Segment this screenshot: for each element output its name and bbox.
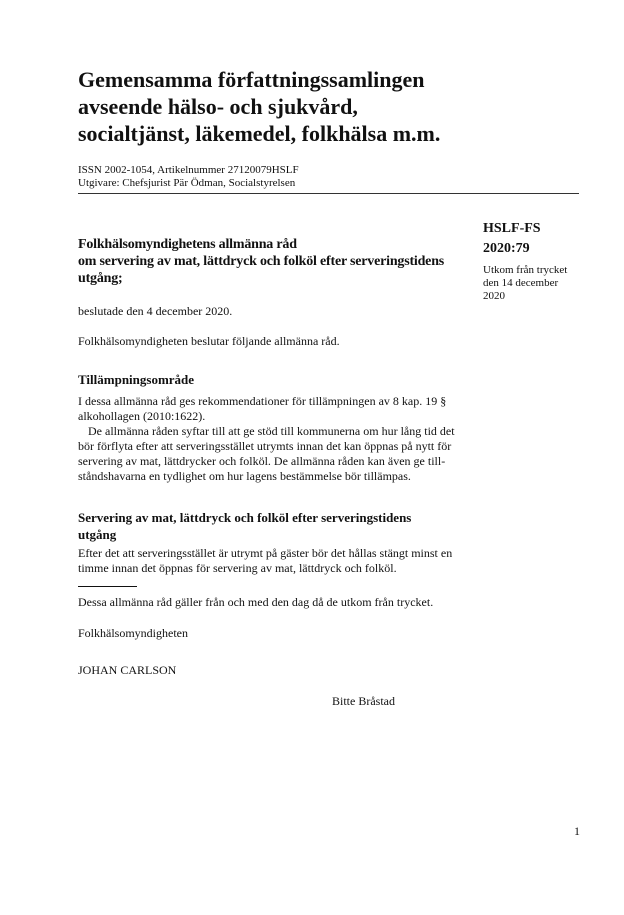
publication-title-line: avseende hälso- och sjukvård, bbox=[78, 94, 358, 119]
body-line: I dessa allmänna råd ges rekommendationer för tillämpningen av 8 kap. 19 § bbox=[78, 394, 447, 408]
header-divider bbox=[78, 193, 579, 194]
issued-date bbox=[483, 264, 567, 303]
publication-title-line: socialtjänst, läkemedel, folkhälsa m.m. bbox=[78, 121, 441, 146]
page-number: 1 bbox=[574, 824, 580, 838]
section-title-serving bbox=[78, 509, 411, 543]
section-body-scope bbox=[78, 394, 455, 484]
series-number: 2020:79 bbox=[483, 241, 530, 256]
validity-statement: Dessa allmänna råd gäller från och med den dag då de utkom från trycket. bbox=[78, 595, 434, 609]
signatory-primary: JOHAN CARLSON bbox=[78, 663, 177, 677]
series-block bbox=[483, 219, 541, 259]
issued-line: 2020 bbox=[483, 290, 505, 302]
issuing-authority: Folkhälsomyndigheten bbox=[78, 626, 188, 640]
issued-line: Utkom från trycket bbox=[483, 264, 568, 276]
document-heading bbox=[78, 236, 468, 287]
body-line: bör förflyta efter att serveringsstället utrymts innan det kan öppnas på nytt för bbox=[78, 439, 452, 453]
series-name: HSLF-FS bbox=[483, 221, 541, 236]
issued-line: den 14 december bbox=[483, 277, 559, 289]
section-title-scope: Tillämpningsområde bbox=[78, 372, 195, 387]
publisher-line: Utgivare: Chefsjurist Pär Ödman, Socialstyrelsen bbox=[78, 177, 296, 189]
body-line: ståndshavarna en tydlighet om hur lagens bestämmelse bör tillämpas. bbox=[78, 469, 411, 483]
intro-paragraph: Folkhälsomyndigheten beslutar följande allmänna råd. bbox=[78, 334, 340, 348]
document-heading-line: utgång; bbox=[78, 271, 123, 286]
section-title-line: Servering av mat, lättdryck och folköl efter serveringstidens bbox=[78, 510, 412, 525]
body-line: alkohollagen (2010:1622). bbox=[78, 409, 206, 423]
body-line: servering av mat, lättdrycker och folköl. De allmänna råden kan även ge till- bbox=[78, 454, 446, 468]
section-body-serving bbox=[78, 546, 452, 576]
footnote-divider bbox=[78, 586, 137, 587]
decision-date: beslutade den 4 december 2020. bbox=[78, 304, 233, 318]
body-line: De allmänna råden syftar till att ge stöd till kommunerna om hur lång tid det bbox=[88, 424, 455, 438]
publication-title bbox=[78, 66, 558, 147]
publication-title-line: Gemensamma författningssamlingen bbox=[78, 67, 425, 92]
body-line: Efter det att serveringsstället är utrymt på gäster bör det hållas stängt minst en bbox=[78, 546, 453, 560]
issn-line: ISSN 2002-1054, Artikelnummer 27120079HSLF bbox=[78, 164, 299, 176]
body-line: timme innan det öppnas för servering av mat, lättdryck och folköl. bbox=[78, 561, 397, 575]
document-heading-line: Folkhälsomyndighetens allmänna råd bbox=[78, 237, 297, 252]
document-heading-line: om servering av mat, lättdryck och folköl efter serveringstidens bbox=[78, 254, 445, 269]
signatory-secondary: Bitte Bråstad bbox=[332, 694, 395, 708]
section-title-line: utgång bbox=[78, 527, 117, 542]
